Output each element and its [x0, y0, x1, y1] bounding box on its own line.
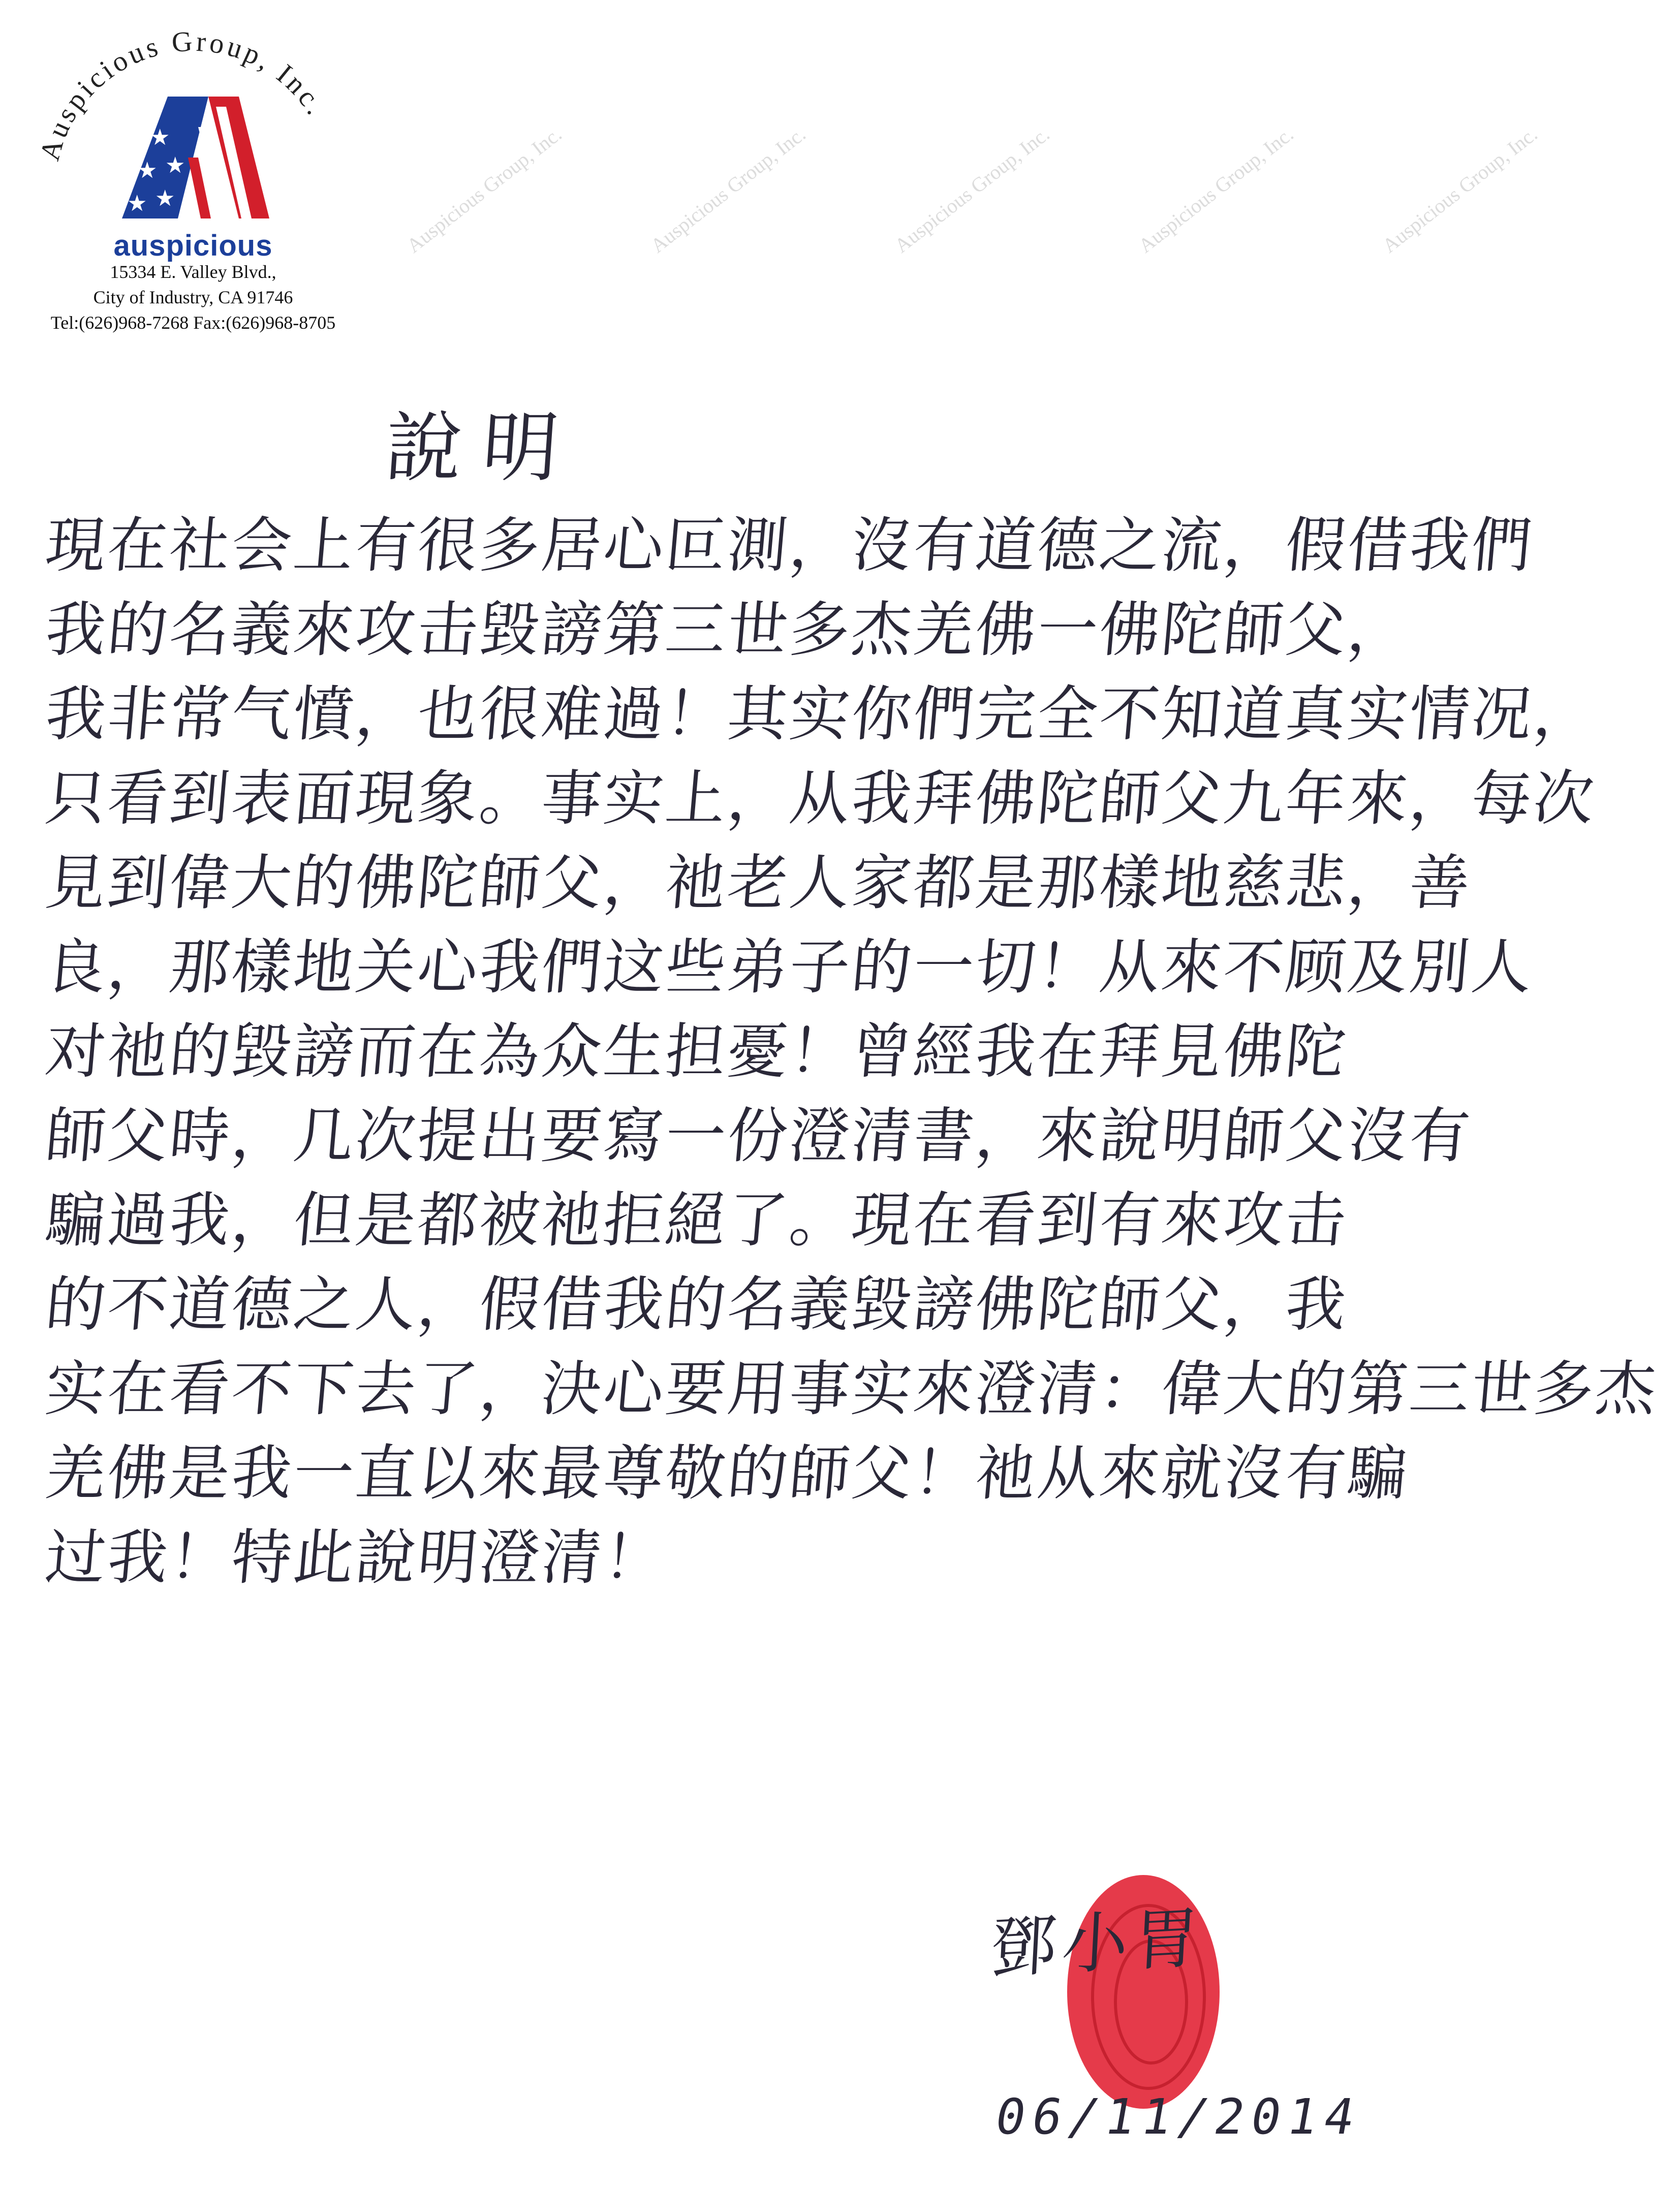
address-line-1: 15334 E. Valley Blvd.,	[110, 262, 276, 282]
letter-line: 師父時，几次提出要寫一份澄清書，來說明師父沒有	[42, 1101, 1475, 1171]
letter-line: 我非常气憤，也很难過！其实你們完全不知道真实情况，	[42, 679, 1599, 749]
company-logo	[20, 20, 366, 234]
address-line-2: City of Industry, CA 91746	[93, 287, 293, 307]
signature: 鄧小胃	[988, 1898, 1206, 1988]
svg-text:★: ★	[155, 185, 175, 211]
watermark: Auspicious Group, Inc.	[1134, 122, 1298, 258]
letter-line: 对祂的毀謗而在為众生担憂！曾經我在拜見佛陀	[42, 1016, 1351, 1086]
letter-line: 騙過我，但是都被祂拒絕了。現在看到有來攻击	[42, 1185, 1351, 1255]
svg-text:★: ★	[127, 191, 147, 216]
letter-line: 羌佛是我一直以來最尊敬的師父！祂从來就沒有騙	[42, 1438, 1413, 1508]
letterhead	[20, 20, 366, 346]
svg-text:★: ★	[137, 158, 158, 183]
watermark: Auspicious Group, Inc.	[402, 122, 566, 258]
company-address	[20, 259, 366, 335]
company-arc-text: Auspicious Group, Inc.	[34, 25, 333, 164]
letter-line: 我的名義來攻击毀謗第三世多杰羌佛一佛陀師父，	[42, 595, 1413, 665]
letter-line: 实在看不下去了，決心要用事实來澄清：偉大的第三世多杰	[42, 1354, 1661, 1424]
letter-line: 良，那樣地关心我們这些弟子的一切！从來不顾及別人	[42, 932, 1537, 1002]
letter-body	[42, 503, 1661, 1600]
watermark: Auspicious Group, Inc.	[890, 122, 1054, 258]
phone-fax: Tel:(626)968-7268 Fax:(626)968-8705	[50, 312, 336, 333]
flag-a-icon	[122, 97, 269, 218]
watermark: Auspicious Group, Inc.	[646, 122, 810, 258]
letter-line: 的不道德之人，假借我的名義毀謗佛陀師父，我	[42, 1269, 1351, 1339]
letter-title: 說明	[382, 404, 582, 492]
letter-line: 見到偉大的佛陀師父，祂老人家都是那樣地慈悲，善	[42, 848, 1475, 918]
letter-line: 現在社会上有很多居心叵測，沒有道德之流，假借我們	[42, 510, 1537, 580]
letter-line: 过我！特此說明澄清！	[42, 1522, 669, 1592]
watermark: Auspicious Group, Inc.	[1378, 122, 1542, 258]
svg-text:★: ★	[150, 124, 170, 150]
signature-date: 06/11/2014	[991, 2088, 1366, 2145]
letter-line: 只看到表面現象。事实上，从我拜佛陀師父九年來，每次	[42, 763, 1599, 833]
wordmark: auspicious	[113, 229, 273, 262]
svg-text:★: ★	[165, 152, 185, 178]
watermark-row	[386, 20, 1657, 305]
